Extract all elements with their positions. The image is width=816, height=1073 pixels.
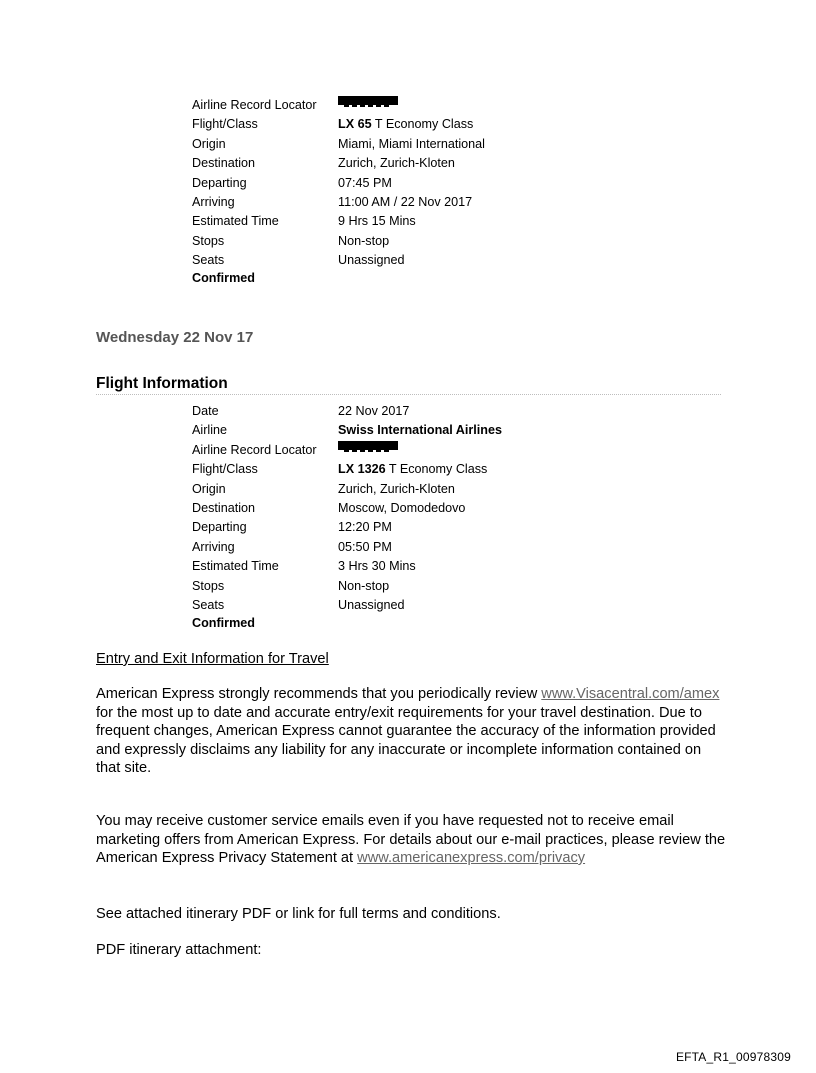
detail-row (192, 402, 612, 421)
visacentral-link[interactable]: www.Visacentral.com/amex (541, 686, 720, 702)
redaction-bar (338, 441, 398, 450)
detail-row (192, 193, 612, 212)
email-notice-paragraph (96, 812, 726, 868)
detail-value (338, 441, 398, 460)
entry-text-after: for the most up to date and accurate entry/exit requirements for your travel destination. Due to frequent changes, American Express cannot guarantee the accuracy of the information provided and expressly disclaims any liability for any inaccurate or incomplete information contained on that site. (96, 704, 716, 776)
detail-label: Departing (192, 520, 247, 535)
detail-label: Date (192, 404, 219, 418)
detail-value-text: 12:20 PM (338, 520, 392, 535)
terms-paragraph: See attached itinerary PDF or link for full terms and conditions. (96, 906, 501, 922)
detail-row (192, 232, 612, 251)
detail-value-text: Unassigned (338, 253, 405, 268)
detail-row (192, 174, 612, 193)
detail-label: Destination (192, 156, 256, 171)
detail-value-text: 3 Hrs 30 Mins (338, 559, 416, 574)
detail-label: Estimated Time (192, 214, 279, 229)
detail-value (338, 596, 405, 615)
detail-value (338, 577, 389, 596)
detail-label: Estimated Time (192, 559, 279, 574)
detail-row (192, 251, 612, 270)
detail-value-text: 07:45 PM (338, 175, 392, 190)
detail-value (338, 135, 485, 154)
detail-row (192, 212, 612, 231)
detail-row (192, 557, 612, 576)
detail-value-text: Moscow, Domodedovo (338, 500, 466, 515)
detail-value-text: 11:00 AM / 22 Nov 2017 (338, 194, 473, 209)
document-id: EFTA_R1_00978309 (675, 1050, 791, 1064)
pdf-attachment-paragraph: PDF itinerary attachment: (96, 942, 262, 958)
flight-1-status: Confirmed (192, 271, 255, 285)
detail-value (338, 193, 472, 212)
detail-value (338, 251, 405, 270)
detail-row (192, 518, 612, 537)
detail-label: Stops (192, 233, 225, 248)
detail-row (192, 135, 612, 154)
detail-label: Origin (192, 136, 226, 151)
detail-label: Airline Record Locator (192, 442, 317, 457)
detail-value (338, 557, 416, 576)
detail-row (192, 96, 612, 115)
detail-label: Departing (192, 175, 247, 190)
detail-row (192, 460, 612, 479)
privacy-link[interactable]: www.americanexpress.com/privacy (357, 850, 586, 866)
entry-text-before: American Express strongly recommends that you periodically review (96, 686, 542, 702)
detail-value-text: Zurich, Zurich-Kloten (338, 156, 455, 171)
detail-label: Origin (192, 481, 226, 496)
detail-value (338, 174, 392, 193)
detail-value-text: 05:50 PM (338, 539, 392, 554)
detail-label: Flight/Class (192, 117, 258, 132)
detail-value (338, 518, 392, 537)
flight-2-status: Confirmed (192, 616, 255, 630)
detail-value-text: T Economy Class (371, 117, 474, 132)
detail-value-text: Zurich, Zurich-Kloten (338, 481, 455, 496)
flight-1-details (192, 96, 612, 271)
detail-value-text: Unassigned (338, 597, 405, 612)
detail-value (338, 154, 455, 173)
detail-value-text: 9 Hrs 15 Mins (338, 214, 416, 229)
detail-row (192, 577, 612, 596)
detail-value (338, 115, 473, 134)
detail-value-text: Non-stop (338, 578, 390, 593)
detail-row (192, 499, 612, 518)
detail-value-bold: LX 65 (338, 117, 372, 132)
detail-label: Airline Record Locator (192, 98, 317, 112)
detail-row (192, 115, 612, 134)
detail-value (338, 96, 398, 115)
day-heading: Wednesday 22 Nov 17 (96, 329, 254, 346)
detail-row (192, 421, 612, 440)
detail-label: Destination (192, 500, 256, 515)
detail-row (192, 538, 612, 557)
detail-row (192, 596, 612, 615)
detail-value-bold: Swiss International Airlines (338, 423, 502, 438)
email-notice-text: You may receive customer service emails even if you have requested not to receive email marketing offers from American Express. For details about our e-mail practices, please review the American Express Privacy Statement at (96, 813, 726, 866)
detail-value (338, 212, 416, 231)
detail-value (338, 421, 502, 440)
detail-value-text: 22 Nov 2017 (338, 404, 410, 418)
detail-value (338, 480, 455, 499)
detail-value-bold: LX 1326 (338, 462, 386, 477)
detail-value (338, 232, 389, 251)
section-heading-flight-information: Flight Information (96, 375, 721, 395)
detail-value (338, 538, 392, 557)
detail-label: Arriving (192, 194, 235, 209)
detail-label: Flight/Class (192, 462, 258, 477)
detail-value-text: Non-stop (338, 233, 390, 248)
entry-exit-heading: Entry and Exit Information for Travel (96, 651, 329, 667)
detail-value (338, 460, 487, 479)
flight-2-details (192, 402, 612, 615)
detail-value-text: T Economy Class (385, 462, 488, 477)
detail-value (338, 402, 409, 421)
detail-value-text: Miami, Miami International (338, 136, 485, 151)
detail-label: Arriving (192, 539, 235, 554)
detail-label: Seats (192, 597, 225, 612)
entry-exit-paragraph (96, 685, 726, 778)
detail-row (192, 441, 612, 460)
detail-label: Airline (192, 423, 227, 438)
detail-row (192, 480, 612, 499)
detail-label: Seats (192, 253, 225, 268)
detail-label: Stops (192, 578, 225, 593)
detail-row (192, 154, 612, 173)
redaction-bar (338, 96, 398, 105)
detail-value (338, 499, 465, 518)
